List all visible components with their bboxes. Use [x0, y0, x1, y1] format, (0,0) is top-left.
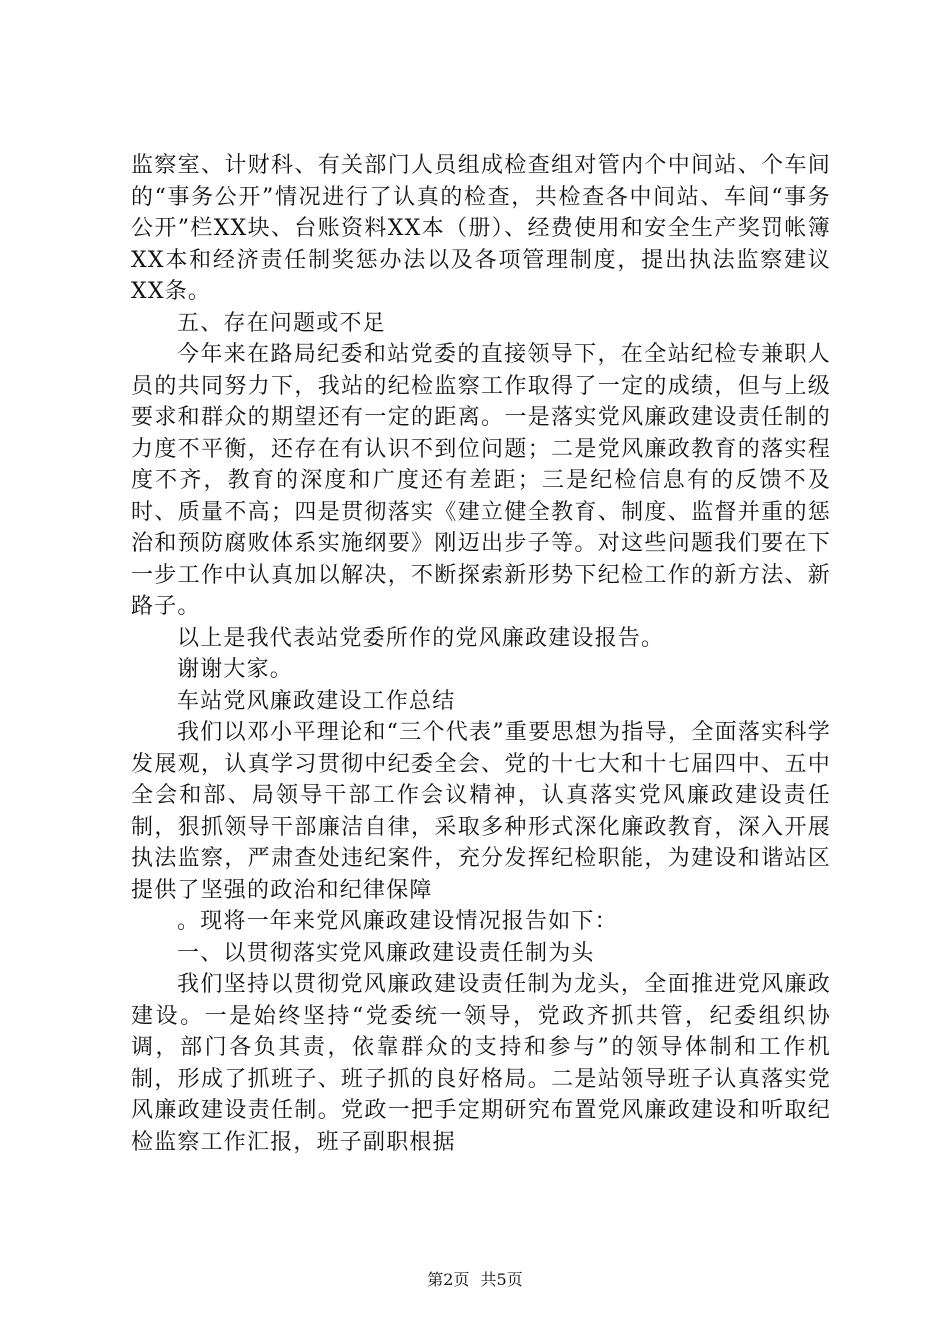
document-title: 车站党风廉政建设工作总结: [177, 688, 456, 714]
section-heading-problems: 五、存在问题或不足: [177, 310, 386, 336]
paragraph-thanks: 谢谢大家。: [177, 657, 294, 682]
paragraph-responsibility: 我们坚持以贯彻党风廉政建设责任制为龙头，全面推进党风廉政建设。一是始终坚持“党委统一领导，党政齐抓共管，纪委组织协调，部门各负其责，依靠群众的支持和参与”的领导体制和工作机制，形成了抓班子、班子抓的良好格局。二是站领导班子认真落实党风廉政建设责任制。党政一把手定期研究布置党风廉政建设和听取纪检监察工作汇报，班子副职根据: [131, 972, 831, 1155]
paragraph-closing-report: 以上是我代表站党委所作的党风廉政建设报告。: [177, 625, 665, 651]
paragraph-problems: 今年来在路局纪委和站党委的直接领导下，在全站纪检专兼职人员的共同努力下，我站的纪检监察工作取得了一定的成绩，但与上级要求和群众的期望还有一定的距离。一是落实党风廉政建设责任制的力度不平衡，还存在有认识不到位问题；二是党风廉政教育的落实程度不齐，教育的深度和广度还有差距；三是纪检信息有的反馈不及时、质量不高；四是贯彻落实《建立健全教育、制度、监督并重的惩治和预防腐败体系实施纲要》刚迈出步子等。对这些问题我们要在下一步工作中认真加以解决，不断探索新形势下纪检工作的新方法、新路子。: [131, 342, 831, 619]
section-heading-responsibility: 一、以贯彻落实党风廉政建设责任制为头: [177, 940, 595, 966]
page-footer: [0, 1270, 950, 1290]
paragraph-inspection: 监察室、计财科、有关部门人员组成检查组对管内个中间站、个车间的“事务公开”情况进行了认真的检查，共检查各中间站、车间“事务公开”栏XX块、台账资料XX本（册）、经费使用和安全生产奖罚帐簿XX本和经济责任制奖惩办法以及各项管理制度，提出执法监察建议XX条。: [131, 153, 831, 304]
page-total: 共5页: [480, 1270, 523, 1289]
page-number: 第2页: [427, 1270, 470, 1289]
document-body: [131, 150, 831, 1158]
paragraph-guidance: 我们以邓小平理论和“三个代表”重要思想为指导，全面落实科学发展观，认真学习贯彻中纪委全会、党的十七大和十七届四中、五中全会和部、局领导干部工作会议精神，认真落实党风廉政建设责任制，狠抓领导干部廉洁自律，采取多种形式深化廉政教育，深入开展执法监察，严肃查处违纪案件，充分发挥纪检职能，为建设和谐站区提供了坚强的政治和纪律保障: [131, 720, 831, 903]
paragraph-report-intro: 。现将一年来党风廉政建设情况报告如下：: [177, 909, 618, 934]
